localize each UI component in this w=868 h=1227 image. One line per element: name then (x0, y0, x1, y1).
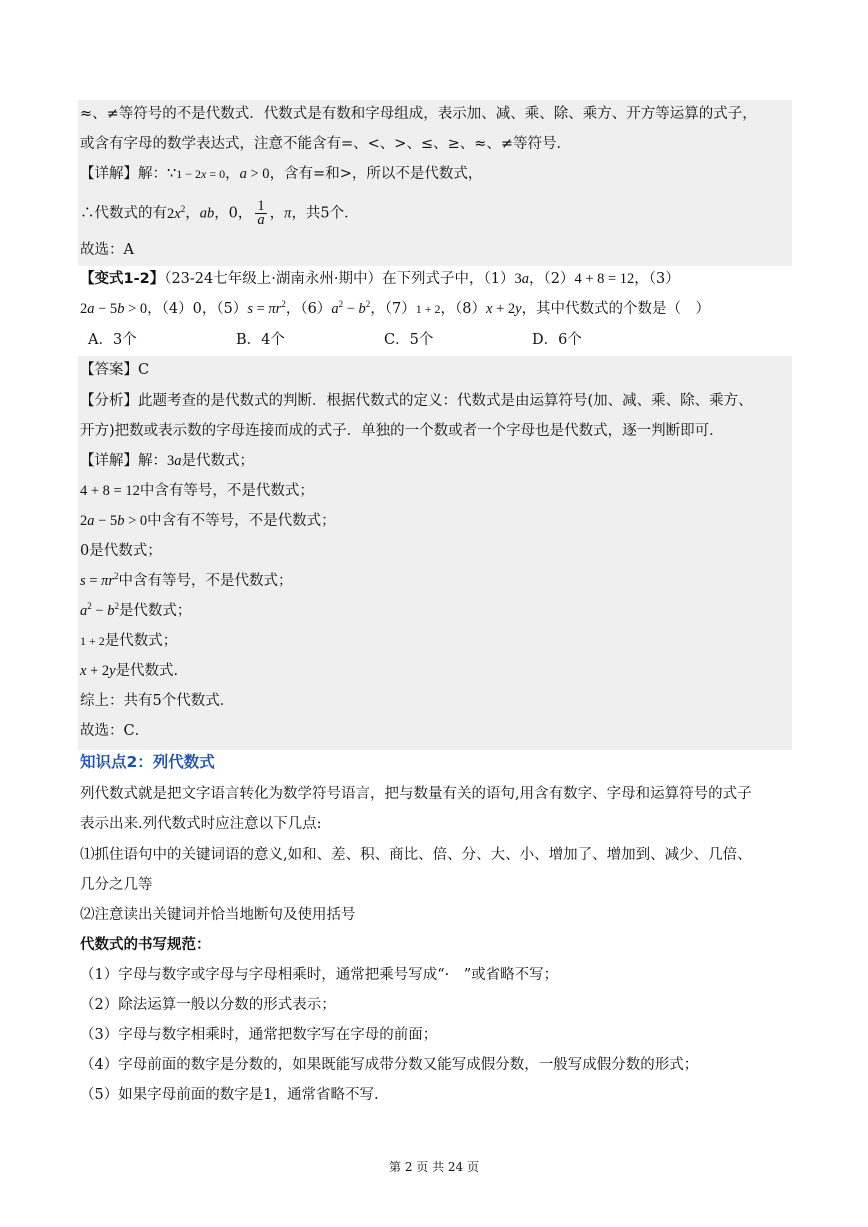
detail-prefix: 【详解】解： (80, 453, 167, 469)
answer-label: 【答案】C (80, 362, 150, 378)
statement: 中含有等号，不是代数式； (139, 483, 314, 499)
item-label: （7） (384, 301, 416, 317)
detail-line: 【详解】解：∵1 − 2x = 0，a > 0，含有=和>，所以不是代数式， (80, 166, 483, 182)
item-label: （8） (455, 301, 486, 317)
detail-prefix: 【详解】解： (80, 166, 167, 182)
statement: 是代数式； (181, 453, 254, 469)
separator: ， (225, 166, 240, 182)
statement-line: $a^2 - b^2$是代数式； (80, 601, 192, 619)
option-c: C．5个 (384, 332, 434, 348)
statement: 中含有不等号，不是代数式； (147, 513, 336, 529)
choice-line: 故选：C． (80, 723, 150, 739)
text-line: 或含有字母的数学表达式，注意不能含有=、<、>、≤、≥、≈、≠等符号． (80, 136, 572, 152)
statement: 是代数式． (115, 663, 189, 679)
list-end: ，共5个． (291, 205, 359, 222)
statement: 是代数式； (118, 603, 192, 619)
statement: 是代数式； (104, 633, 178, 649)
rule-item: （1）字母与数字或字母与字母相乘时，通常把乘号写成“· ”或省略不写； (80, 967, 559, 983)
analysis-line: 【分析】此题考查的是代数式的判断．根据代数式的定义：代数式是由运算符号(加、减、乘、除、乘方、 (80, 393, 753, 409)
rule-item: （3）字母与数字相乘时，通常把数字写在字母的前面； (80, 1027, 438, 1043)
paragraph-line: ⑵注意读出关键词并恰当地断句及使用括号 (80, 907, 356, 923)
paragraph-line: 表示出来.列代数式时应注意以下几点: (80, 816, 322, 832)
fraction: $\frac{1}{a}$ (257, 198, 265, 228)
statement-line: $s = \pi r^2$中含有等号，不是代数式； (80, 571, 293, 589)
option-a: A．3个 (88, 332, 137, 348)
statement-line: 4 + 8 = 12中含有等号，不是代数式； (80, 483, 314, 499)
item-label: （2） (543, 271, 575, 287)
list-prefix: ∴代数式的有 (80, 205, 167, 222)
statement: 中含有等号，不是代数式； (118, 573, 293, 589)
section-heading: 知识点2：列代数式 (80, 753, 215, 771)
summary-line: 综上：共有5个代数式． (80, 693, 235, 709)
rule-item: （5）如果字母前面的数字是1，通常省略不写. (80, 1087, 379, 1103)
item-label: （3） (648, 271, 680, 287)
options-row (88, 330, 680, 350)
variant-question-line1: 【变式1-2】（23-24七年级上·湖南永州·期中）在下列式子中，（1）3a，（2）4 + 8 = 12，（3） (80, 271, 680, 287)
item-label: （6） (300, 301, 332, 317)
statement-line: 0是代数式； (80, 543, 162, 559)
statement-line: 2a − 5b > 0中含有不等号，不是代数式； (80, 513, 336, 529)
paragraph-line: 列代数式就是把文字语言转化为数学符号语言，把与数量有关的语句,用含有数字、字母和运算符号的式子 (80, 786, 752, 802)
variant-source: （23-24七年级上·湖南永州·期中）在下列式子中，（1） (164, 271, 515, 287)
detail-line: 【详解】解：3a是代数式； (80, 453, 254, 469)
option-d: D．6个 (532, 332, 582, 348)
rule-item: （2）除法运算一般以分数的形式表示； (80, 997, 336, 1013)
variant-title: 【变式1-2】 (80, 271, 165, 287)
paragraph-line: 几分之几等 (80, 877, 153, 893)
list-line: ∴代数式的有$2x^2$，ab，0， $\frac{1}{a}$ ，π，共5个． (80, 198, 359, 228)
text-line: ≈、≠等符号的不是代数式．代数式是有数和字母组成，表示加、减、乘、除、乘方、开方等运算的式子， (80, 106, 757, 122)
option-b: B．4个 (236, 332, 285, 348)
page-footer: 第 2 页 共 24 页 (389, 1160, 479, 1174)
statement-line: 1 + 2是代数式； (80, 633, 178, 649)
question-end: ，其中代数式的个数是（ ） (521, 301, 711, 317)
detail-text: ，含有=和>，所以不是代数式， (269, 166, 483, 182)
item-label: （4）0，（5） (161, 301, 248, 317)
answer-line: 故选：A (80, 242, 134, 258)
rules-heading: 代数式的书写规范： (80, 937, 211, 953)
statement-line: x + 2y是代数式． (80, 663, 189, 679)
paragraph-line: ⑴抓住语句中的关键词语的意义,如和、差、积、商比、倍、分、大、小、增加了、增加到、减少、几倍、 (80, 847, 752, 863)
rule-item: （4）字母前面的数字是分数的，如果既能写成带分数又能写成假分数，一般写成假分数的形式； (80, 1057, 699, 1073)
variant-question-line2: 2a − 5b > 0，（4）0，$(5)s = \pi r^2$，$(6)a^2 - b^2$，（7）1 + 2，（8）x + 2y，其中代数式的个数是（ ） (80, 299, 711, 317)
analysis-line: 开方)把数或表示数的字母连接而成的式子．单独的一个数或者一个字母也是代数式，逐一判断即可． (80, 423, 724, 439)
